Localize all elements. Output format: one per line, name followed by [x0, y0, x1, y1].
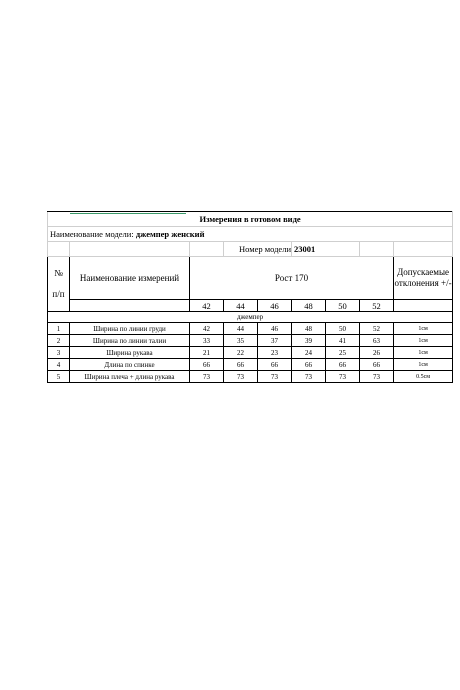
header-index-symbol: №	[54, 268, 63, 278]
row-value: 39	[292, 335, 326, 347]
row-value: 66	[258, 359, 292, 371]
row-value: 73	[360, 371, 394, 383]
header-measure-name: Наименование измерений	[70, 257, 190, 300]
header-row	[48, 257, 453, 300]
row-value: 21	[190, 347, 224, 359]
row-value: 41	[326, 335, 360, 347]
row-value: 63	[360, 335, 394, 347]
header-index-abbrev: п/п	[52, 289, 65, 299]
row-tolerance: 0.5см	[394, 371, 453, 383]
row-tolerance: 1см	[394, 347, 453, 359]
measurement-table	[47, 211, 453, 383]
empty-cell	[70, 242, 190, 257]
row-value: 44	[224, 323, 258, 335]
row-value: 24	[292, 347, 326, 359]
row-value: 66	[224, 359, 258, 371]
row-value: 23	[258, 347, 292, 359]
model-number-label: Номер модели	[224, 242, 292, 257]
row-name: Длина по спинке	[70, 359, 190, 371]
size-cell: 46	[258, 300, 292, 312]
row-value: 42	[190, 323, 224, 335]
model-number-value: 23001	[292, 242, 360, 257]
empty-cell	[48, 242, 70, 257]
row-name: Ширина по линии груди	[70, 323, 190, 335]
row-index: 4	[48, 359, 70, 371]
model-row	[48, 227, 453, 242]
row-index: 1	[48, 323, 70, 335]
row-value: 66	[190, 359, 224, 371]
row-value: 48	[292, 323, 326, 335]
section-row	[48, 312, 453, 323]
row-value: 26	[360, 347, 394, 359]
header-tolerance-line2: отклонения +/-	[394, 278, 452, 288]
table-title: Измерения в готовом виде	[48, 212, 453, 227]
row-value: 52	[360, 323, 394, 335]
row-name: Ширина по линии талии	[70, 335, 190, 347]
model-value: джемпер женский	[135, 229, 205, 239]
row-name: Ширина рукава	[70, 347, 190, 359]
table-row	[48, 335, 453, 347]
measurement-sheet	[47, 211, 452, 383]
row-value: 46	[258, 323, 292, 335]
empty-cell	[360, 242, 394, 257]
size-cell: 50	[326, 300, 360, 312]
size-cell: 48	[292, 300, 326, 312]
row-value: 25	[326, 347, 360, 359]
model-name-cell	[48, 227, 453, 242]
row-value: 73	[292, 371, 326, 383]
table-row	[48, 323, 453, 335]
header-tolerance-line1: Допускаемые	[397, 267, 449, 277]
empty-cell	[394, 242, 453, 257]
header-tolerance	[394, 257, 453, 300]
row-tolerance: 1см	[394, 335, 453, 347]
size-cell: 44	[224, 300, 258, 312]
size-cell: 52	[360, 300, 394, 312]
row-value: 73	[224, 371, 258, 383]
row-value: 66	[326, 359, 360, 371]
table-row	[48, 371, 453, 383]
title-row	[48, 212, 453, 227]
row-value: 66	[292, 359, 326, 371]
model-label: Наименование модели:	[50, 229, 134, 239]
empty-cell	[394, 300, 453, 312]
row-tolerance: 1см	[394, 323, 453, 335]
row-index: 3	[48, 347, 70, 359]
row-tolerance: 1см	[394, 359, 453, 371]
empty-cell	[70, 300, 190, 312]
section-label: джемпер	[48, 312, 453, 323]
row-name: Ширина плеча + длина рукава	[70, 371, 190, 383]
empty-cell	[190, 242, 224, 257]
row-value: 35	[224, 335, 258, 347]
row-index: 5	[48, 371, 70, 383]
model-number-row	[48, 242, 453, 257]
row-value: 73	[326, 371, 360, 383]
table-row	[48, 359, 453, 371]
row-value: 66	[360, 359, 394, 371]
header-height: Рост 170	[190, 257, 394, 300]
header-index	[48, 257, 70, 312]
row-value: 37	[258, 335, 292, 347]
row-value: 22	[224, 347, 258, 359]
sizes-row	[48, 300, 453, 312]
row-value: 33	[190, 335, 224, 347]
row-value: 73	[190, 371, 224, 383]
row-value: 50	[326, 323, 360, 335]
table-row	[48, 347, 453, 359]
row-value: 73	[258, 371, 292, 383]
size-cell: 42	[190, 300, 224, 312]
row-index: 2	[48, 335, 70, 347]
